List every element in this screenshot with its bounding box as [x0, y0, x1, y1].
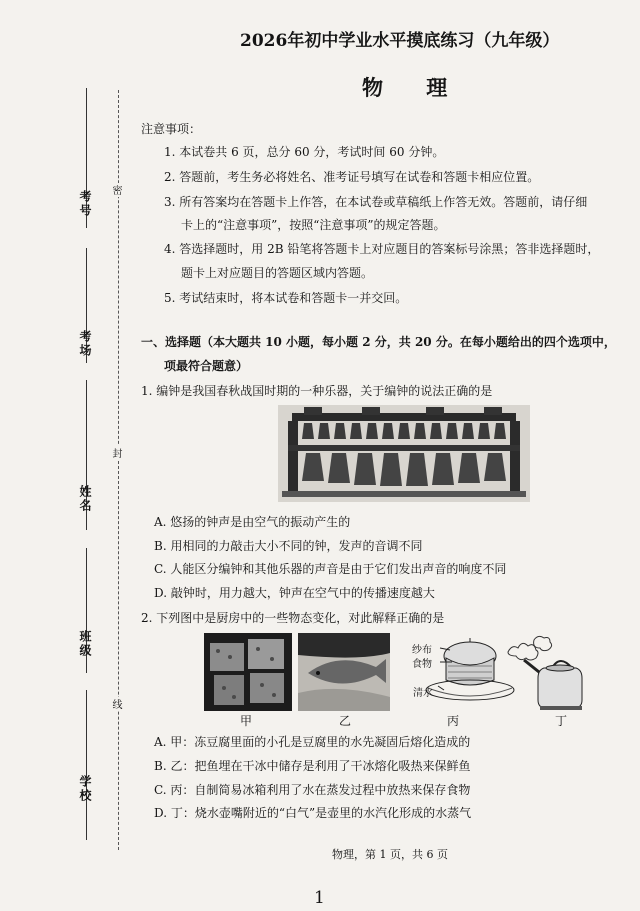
- subject-title: 物 理: [362, 75, 466, 100]
- caption-ding: 丁: [555, 714, 568, 728]
- notice-item: 4. 答选择题时，用 2B 铅笔将答题卡上对应题目的答案标号涂黑；答非选择题时，: [164, 242, 600, 256]
- label-water: 清水: [413, 688, 433, 699]
- question-2-stem: 2. 下列图中是厨房中的一些物态变化，对此解释正确的是: [141, 611, 445, 625]
- notice-item-cont: 卡上的“注意事项”，按照“注意事项”的规定答题。: [181, 218, 446, 232]
- label-exam-number: 考号: [78, 190, 92, 218]
- section-heading-cont: 项最符合题意）: [164, 359, 249, 373]
- notice-item: 2. 答题前，考生务必将姓名、准考证号填写在试卷和答题卡相应位置。: [164, 170, 540, 184]
- seal-feng: 封: [110, 448, 121, 458]
- page-footer: 物理，第 1 页，共 6 页: [332, 848, 448, 861]
- notice-item: 5. 考试结束时，将本试卷和答题卡一并交回。: [164, 291, 408, 305]
- caption-yi: 乙: [339, 714, 352, 728]
- caption-bing: 丙: [447, 714, 460, 728]
- question-1-option-a: A. 悠扬的钟声是由空气的振动产生的: [154, 515, 351, 529]
- notice-heading: 注意事项：: [141, 122, 202, 136]
- fill-line-school: [86, 690, 87, 840]
- question-2-option-b: B. 乙：把鱼埋在干冰中储存是利用了干冰熔化吸热来保鲜鱼: [154, 759, 471, 773]
- notice-item-cont: 题卡上对应题目的答题区域内答题。: [181, 266, 374, 280]
- page-number: 1: [314, 888, 325, 908]
- question-2-option-c: C. 丙：自制简易冰箱利用了水在蒸发过程中放热来保存食物: [154, 783, 471, 797]
- notice-item: 1. 本试卷共 6 页，总分 60 分，考试时间 60 分钟。: [164, 145, 445, 159]
- question-1-option-d: D. 敲钟时，用力越大，钟声在空气中的传播速度越大: [154, 586, 435, 600]
- section-heading: 一、选择题（本大题共 10 小题，每小题 2 分，共 20 分。在每小题给出的四个选项中，: [141, 335, 616, 349]
- question-2-option-a: A. 甲：冻豆腐里面的小孔是豆腐里的水先凝固后熔化造成的: [154, 735, 471, 749]
- notice-item: 3. 所有答案均在答题卡上作答，在本试卷或草稿纸上作答无效。答题前，请仔细: [164, 195, 588, 209]
- seal-mi: 密: [110, 185, 121, 195]
- label-name: 姓名: [78, 485, 92, 513]
- caption-jia: 甲: [240, 714, 253, 728]
- seal-xian: 线: [110, 699, 121, 709]
- fish-dry-ice-image: [298, 633, 390, 711]
- frozen-tofu-image: [204, 633, 292, 711]
- label-gauze: 纱布: [412, 645, 432, 656]
- question-1-stem: 1. 编钟是我国春秋战国时期的一种乐器，关于编钟的说法正确的是: [141, 384, 493, 398]
- question-1-option-c: C. 人能区分编钟和其他乐器的声音是由于它们发出声音的响度不同: [154, 562, 507, 576]
- exam-title: 2026年初中学业水平摸底练习（九年级）: [240, 31, 560, 51]
- question-2-option-d: D. 丁：烧水壶嘴附近的“白气”是壶里的水汽化形成的水蒸气: [154, 806, 472, 820]
- bianzhong-bells-image: [278, 405, 530, 502]
- label-food: 食物: [412, 659, 432, 670]
- question-1-option-b: B. 用相同的力敲击大小不同的钟，发声的音调不同: [154, 539, 423, 553]
- label-exam-room: 考场: [78, 330, 92, 358]
- label-class: 班级: [78, 630, 92, 658]
- kettle-steam-diagram: [504, 632, 590, 712]
- label-school: 学校: [78, 775, 92, 803]
- binding-dashed-line: [118, 90, 119, 850]
